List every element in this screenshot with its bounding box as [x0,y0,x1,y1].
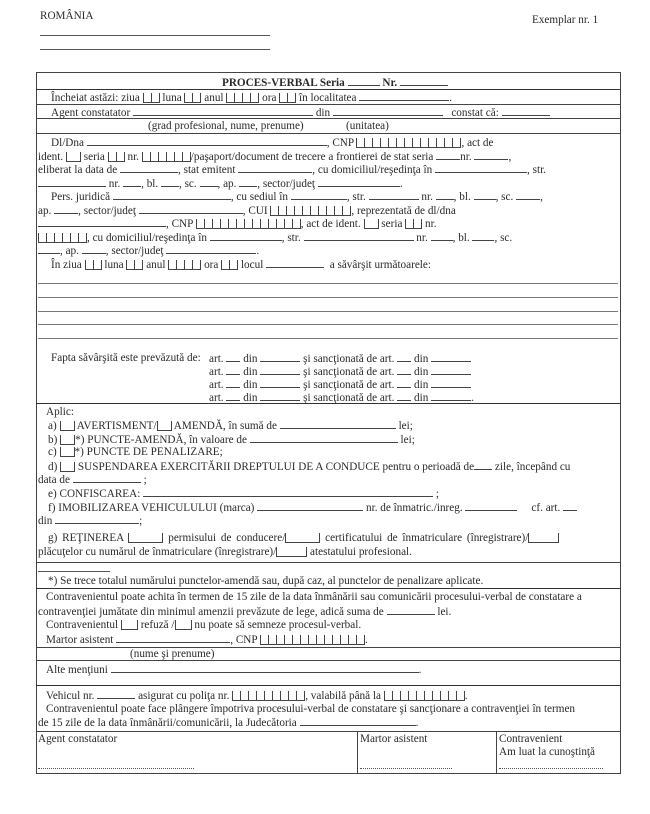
suspension-checkbox[interactable] [60,462,75,472]
suspension-start-date-field[interactable] [73,473,141,483]
day-cells[interactable] [143,93,160,103]
agent-unit-hint: (unitatea) [346,120,389,132]
divider [36,588,621,589]
person-nr-field[interactable] [123,177,141,187]
month-cells[interactable] [184,93,201,103]
other-mentions-row: Alte menţiuni . [46,664,422,676]
agent-signature-line[interactable] [38,768,194,769]
art-field[interactable] [226,365,240,375]
form-title: PROCES-VERBAL Seria Nr. [222,76,448,89]
witness-signature-label: Martor asistent [360,733,428,745]
vehicle-row: Vehicul nr. asigurat cu poliţa nr. , valabilă până la . [46,690,468,702]
sanction-c: c) *) PUNCTE DE PENALIZARE; [48,446,223,458]
offender-signature-label: Contravenient [499,733,563,745]
offense-day-cells[interactable] [85,260,102,270]
fine-checkbox[interactable] [157,421,172,431]
entity-line-3: , CNP , act de ident. seria nr. [38,217,437,230]
offense-place-field[interactable] [266,258,324,268]
person-cnp-cells[interactable] [356,138,461,148]
entity-bl-field[interactable] [474,190,496,200]
number-field[interactable] [400,76,448,86]
art-field[interactable] [226,378,240,388]
sanction-din-field[interactable] [431,378,471,388]
fine-points-value-field[interactable] [250,433,398,443]
person-line-2: ident. seria nr. /paşaport/document de trecere a frontierei de stat seria nr. , [38,151,512,163]
cui-cells[interactable] [270,206,351,216]
person-ap-field[interactable] [239,177,257,187]
offender-signature-line[interactable] [499,768,603,769]
cannot-sign-checkbox[interactable] [175,620,192,630]
sanction-din-field[interactable] [431,391,471,401]
vehicle-number-field[interactable] [97,689,135,699]
entity-nr-field[interactable] [436,190,454,200]
payment-line-1: Contravenientul poate achita în termen de 15 zile de la data înmânării sau comunicării procesului-verbal de constatare a [46,591,582,603]
person-line-1: Dl/Dna , CNP , act de [51,137,494,149]
policy-valid-until-cells[interactable] [384,691,465,701]
legal-basis-row: art. din şi sancţionată de art. din [209,365,471,378]
sanction-g-cont: plăcuţelor cu numărul de înmatriculare (înregistrare)/ atestatului profesional. [38,546,412,558]
divider [36,647,621,648]
footnote: *) Se trece totalul numărului punctelor-amendă sau, după caz, al punctelor de penalizare aplicate. [48,575,484,587]
sanction-a: a) AVERTISMENT/ AMENDĂ, în sumă de lei; [48,420,413,432]
copy-number: Exemplar nr. 1 [532,14,599,26]
rep-bl-field[interactable] [472,231,494,241]
penalty-points-checkbox[interactable] [60,447,75,457]
representative-cnp-cells[interactable] [196,219,301,229]
art-field[interactable] [226,352,240,362]
fine-points-checkbox[interactable] [60,435,75,445]
person-line-4: nr. , bl. , sc. , ap. , sector/judeţ . [38,177,403,190]
issuer-line-1[interactable] [40,35,270,36]
year-cells[interactable] [226,93,259,103]
person-name-field[interactable] [87,136,327,146]
warning-checkbox[interactable] [60,421,75,431]
constat-field[interactable] [502,106,550,116]
country-label: ROMÂNIA [40,10,94,22]
appeal-line-1: Contravenientul poate face plângere împotriva procesului-verbal de constatare şi sancţionare a contravenţiei în termen [46,703,576,715]
payment-line-2: contravenţiei jumătate din minimul amenzii prevăzute de lege, adică suma de lei. [38,606,452,618]
witness-hint: (nume şi prenume) [130,648,215,660]
entity-name-field[interactable] [113,190,231,200]
sanction-art-field[interactable] [397,365,411,375]
agent-name-hint: (grad profesional, nume, prenume) [148,120,304,132]
sanction-f-din: din ; [38,515,143,527]
court-field[interactable] [300,716,416,726]
id-series-cells[interactable] [108,152,125,162]
witness-signature-line[interactable] [360,768,452,769]
offense-month-cells[interactable] [126,260,143,270]
divider [36,562,621,563]
art-field[interactable] [226,391,240,401]
divider [36,89,621,90]
witness-row: Martor asistent , CNP . [46,634,368,646]
offense-row: În ziua luna anul ora locul a săvârşit următoarele: [51,259,431,271]
issuer-line-2[interactable] [40,49,270,50]
footnote-rule [38,571,110,572]
offense-hour-cells[interactable] [221,260,238,270]
hour-cells[interactable] [279,93,296,103]
vehicle-make-field[interactable] [257,501,363,511]
sanction-art-field[interactable] [397,391,411,401]
confiscation-field[interactable] [143,487,433,497]
half-fine-amount-field[interactable] [387,605,435,615]
person-sc-field[interactable] [200,177,218,187]
legal-basis-row: art. din şi sancţionată de art. din [209,352,471,365]
din-field[interactable] [260,378,300,388]
entity-ap-field[interactable] [54,204,78,214]
person-domicile-field[interactable] [435,163,527,173]
sanction-d-date: data de ; [38,474,147,486]
agent-unit-field[interactable] [333,106,443,116]
person-county-field[interactable] [318,177,400,187]
entity-county-field[interactable] [139,204,243,214]
din-field[interactable] [260,352,300,362]
entity-seat-field[interactable] [291,190,347,200]
sanction-din-field[interactable] [431,365,471,375]
witness-cnp-cells[interactable] [260,635,365,645]
agent-signature-label: Agent constatator [38,733,118,745]
person-street-field[interactable] [38,177,106,187]
person-line-3: eliberat la data de , stat emitent , cu domiciliul/reşedinţa în , str. [38,164,546,176]
immobilization-din-field[interactable] [55,514,139,524]
rep-domicile-field[interactable] [210,231,282,241]
agent-name-field[interactable] [133,106,313,116]
offense-year-cells[interactable] [168,260,201,270]
refuses-checkbox[interactable] [121,620,138,630]
divider [36,660,621,661]
sanction-g: g) REŢINEREA permisului de conducere/ certificatului de înmatriculare (înregistrare)/ [48,532,559,544]
representative-name-field[interactable] [38,217,166,227]
issue-date-field[interactable] [120,163,178,173]
agent-row: Agent constatator din constat că: [51,106,550,119]
divider [36,104,621,105]
sanction-b: b) *) PUNCTE-AMENDĂ, în valoare de lei; [48,434,415,446]
din-field[interactable] [260,391,300,401]
rep-ap-field[interactable] [82,244,106,254]
passport-number-field[interactable] [474,150,508,160]
rep-id-series-cells[interactable] [405,219,422,229]
entity-line-5: , ap. , sector/judeţ . [38,244,259,257]
offense-description-line[interactable] [38,283,618,284]
rep-id-type-cell[interactable] [364,219,379,229]
witness-name-field[interactable] [116,633,230,643]
attestation-retention-checkbox[interactable] [276,547,307,557]
plates-retention-checkbox[interactable] [528,533,559,543]
issuing-state-field[interactable] [238,163,312,173]
certificate-retention-checkbox[interactable] [285,533,320,543]
legal-basis-lead: Fapta săvârşită este prevăzută de: [51,352,201,364]
concluded-row: Încheiat astăzi: ziua luna anul ora în localitatea . [51,92,453,104]
sanctions-lead: Aplic: [46,406,74,418]
entity-line-4: , cu domiciliul/reşedinţa în , str. nr. , bl. , sc. [38,231,512,244]
din-field[interactable] [260,365,300,375]
sanction-art-field[interactable] [397,378,411,388]
offense-description-line[interactable] [38,311,618,312]
offender-acknowledgement: Am luat la cunoştinţă [499,746,596,758]
legal-basis-row: art. din şi sancţionată de art. din [209,378,471,391]
rep-sc-field[interactable] [38,244,60,254]
fine-amount-field[interactable] [280,419,396,429]
offense-description-line[interactable] [38,338,618,339]
divider [36,685,621,686]
passport-series-field[interactable] [436,150,460,160]
sanction-art-field[interactable] [397,352,411,362]
rep-county-field[interactable] [166,244,256,254]
column-divider [357,731,358,774]
sanction-din-field[interactable] [431,352,471,362]
legal-basis-row: art. din şi sancţionată de art. din . [209,392,474,404]
appeal-line-2: de 15 zile de la data înmânării/comunicării, la Judecătoria . [38,717,419,729]
policy-number-cells[interactable] [232,691,305,701]
series-field[interactable] [348,76,380,86]
id-number-cells[interactable] [142,152,191,162]
offense-description-line[interactable] [38,324,618,325]
id-type-cell[interactable] [66,152,81,162]
registration-number-field[interactable] [465,501,517,511]
immobilization-art-field[interactable] [563,501,577,511]
sanction-e: e) CONFISCAREA: ; [48,488,440,500]
rep-id-number-cells[interactable] [38,233,87,243]
other-mentions-field[interactable] [111,663,419,673]
sanction-d: d) SUSPENDAREA EXERCITĂRII DREPTULUI DE A CONDUCE pentru o perioadă de zile, începând cu [48,461,571,473]
column-divider [496,731,497,774]
entity-line-1: Pers. juridică , cu sediul în , str. nr. , bl. , sc. , [51,191,543,203]
refusal-row: Contravenientul refuză / nu poate să semneze procesul-verbal. [46,619,362,631]
locality-field[interactable] [359,91,449,101]
rep-nr-field[interactable] [431,231,453,241]
offense-description-line[interactable] [38,297,618,298]
rep-street-field[interactable] [304,231,414,241]
divider [36,731,621,732]
entity-line-2: ap. , sector/judeţ , CUI , reprezentată de dl/dna [38,205,456,217]
suspension-days-field[interactable] [474,460,492,470]
sanction-f: f) IMOBILIZAREA VEHICULULUI (marca) nr. de înmatric./inreg. cf. art. [48,501,577,514]
divider [36,133,621,134]
entity-sc-field[interactable] [516,190,540,200]
license-retention-checkbox[interactable] [128,533,163,543]
entity-street-field[interactable] [369,190,419,200]
person-bl-field[interactable] [161,177,179,187]
